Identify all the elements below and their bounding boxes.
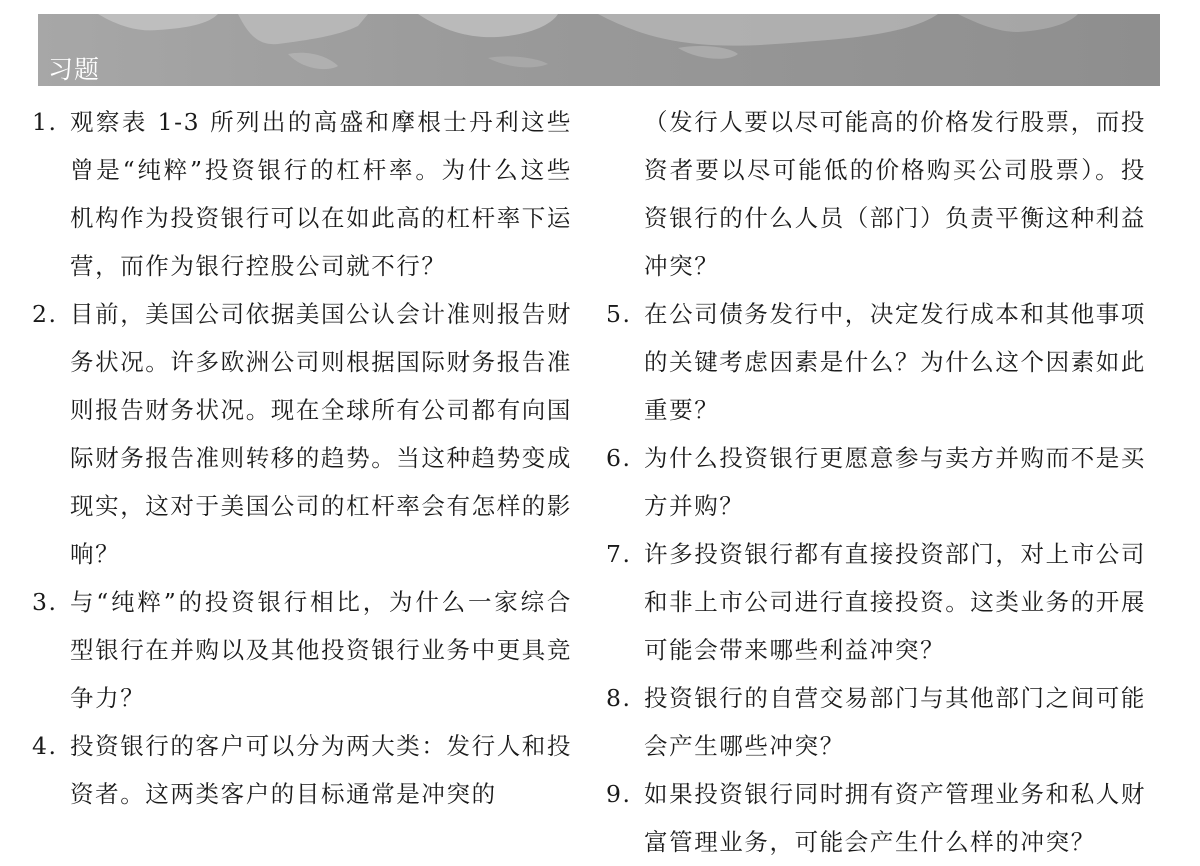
- left-column: [32, 98, 572, 818]
- question-number: 4.: [32, 732, 58, 760]
- question-text: 投资银行的自营交易部门与其他部门之间可能会产生哪些冲突？: [644, 684, 1146, 760]
- question-4: [32, 722, 572, 818]
- question-number: 7.: [606, 540, 632, 568]
- question-text: 如果投资银行同时拥有资产管理业务和私人财富管理业务，可能会产生什么样的冲突？: [644, 780, 1146, 856]
- question-number: 2.: [32, 300, 58, 328]
- world-map-background: [38, 14, 1160, 86]
- question-2: [32, 290, 572, 578]
- question-number: 5.: [606, 300, 632, 328]
- question-text: 与“纯粹”的投资银行相比，为什么一家综合型银行在并购以及其他投资银行业务中更具竞争力？: [70, 588, 572, 712]
- question-number: 8.: [606, 684, 632, 712]
- question-7: [606, 530, 1146, 674]
- right-column: [606, 98, 1146, 866]
- question-9: [606, 770, 1146, 866]
- question-text: 许多投资银行都有直接投资部门，对上市公司和非上市公司进行直接投资。这类业务的开展可能会带来哪些利益冲突？: [644, 540, 1146, 664]
- question-text: 在公司债务发行中，决定发行成本和其他事项的关键考虑因素是什么？为什么这个因素如此重要？: [644, 300, 1146, 424]
- section-title: 习题: [48, 55, 101, 84]
- question-8: [606, 674, 1146, 770]
- question-number: 6.: [606, 444, 632, 472]
- question-1: [32, 98, 572, 290]
- section-header-band: [38, 14, 1160, 86]
- question-text: （发行人要以尽可能高的价格发行股票，而投资者要以尽可能低的价格购买公司股票）。投资银行的什么人员（部门）负责平衡这种利益冲突？: [644, 108, 1146, 280]
- question-4-continued: [606, 98, 1146, 290]
- question-text: 观察表 1-3 所列出的高盛和摩根士丹利这些曾是“纯粹”投资银行的杠杆率。为什么这些机构作为投资银行可以在如此高的杠杆率下运营，而作为银行控股公司就不行？: [70, 108, 572, 280]
- question-3: [32, 578, 572, 722]
- question-number: 1.: [32, 108, 58, 136]
- question-number: 3.: [32, 588, 58, 616]
- question-text: 为什么投资银行更愿意参与卖方并购而不是买方并购？: [644, 444, 1146, 520]
- question-number: 9.: [606, 780, 632, 808]
- question-text: 投资银行的客户可以分为两大类：发行人和投资者。这两类客户的目标通常是冲突的: [70, 732, 572, 808]
- question-6: [606, 434, 1146, 530]
- question-text: 目前，美国公司依据美国公认会计准则报告财务状况。许多欧洲公司则根据国际财务报告准则报告财务状况。现在全球所有公司都有向国际财务报告准则转移的趋势。当这种趋势变成现实，这对于美国公司的杠杆率会有怎样的影响？: [70, 300, 572, 568]
- question-5: [606, 290, 1146, 434]
